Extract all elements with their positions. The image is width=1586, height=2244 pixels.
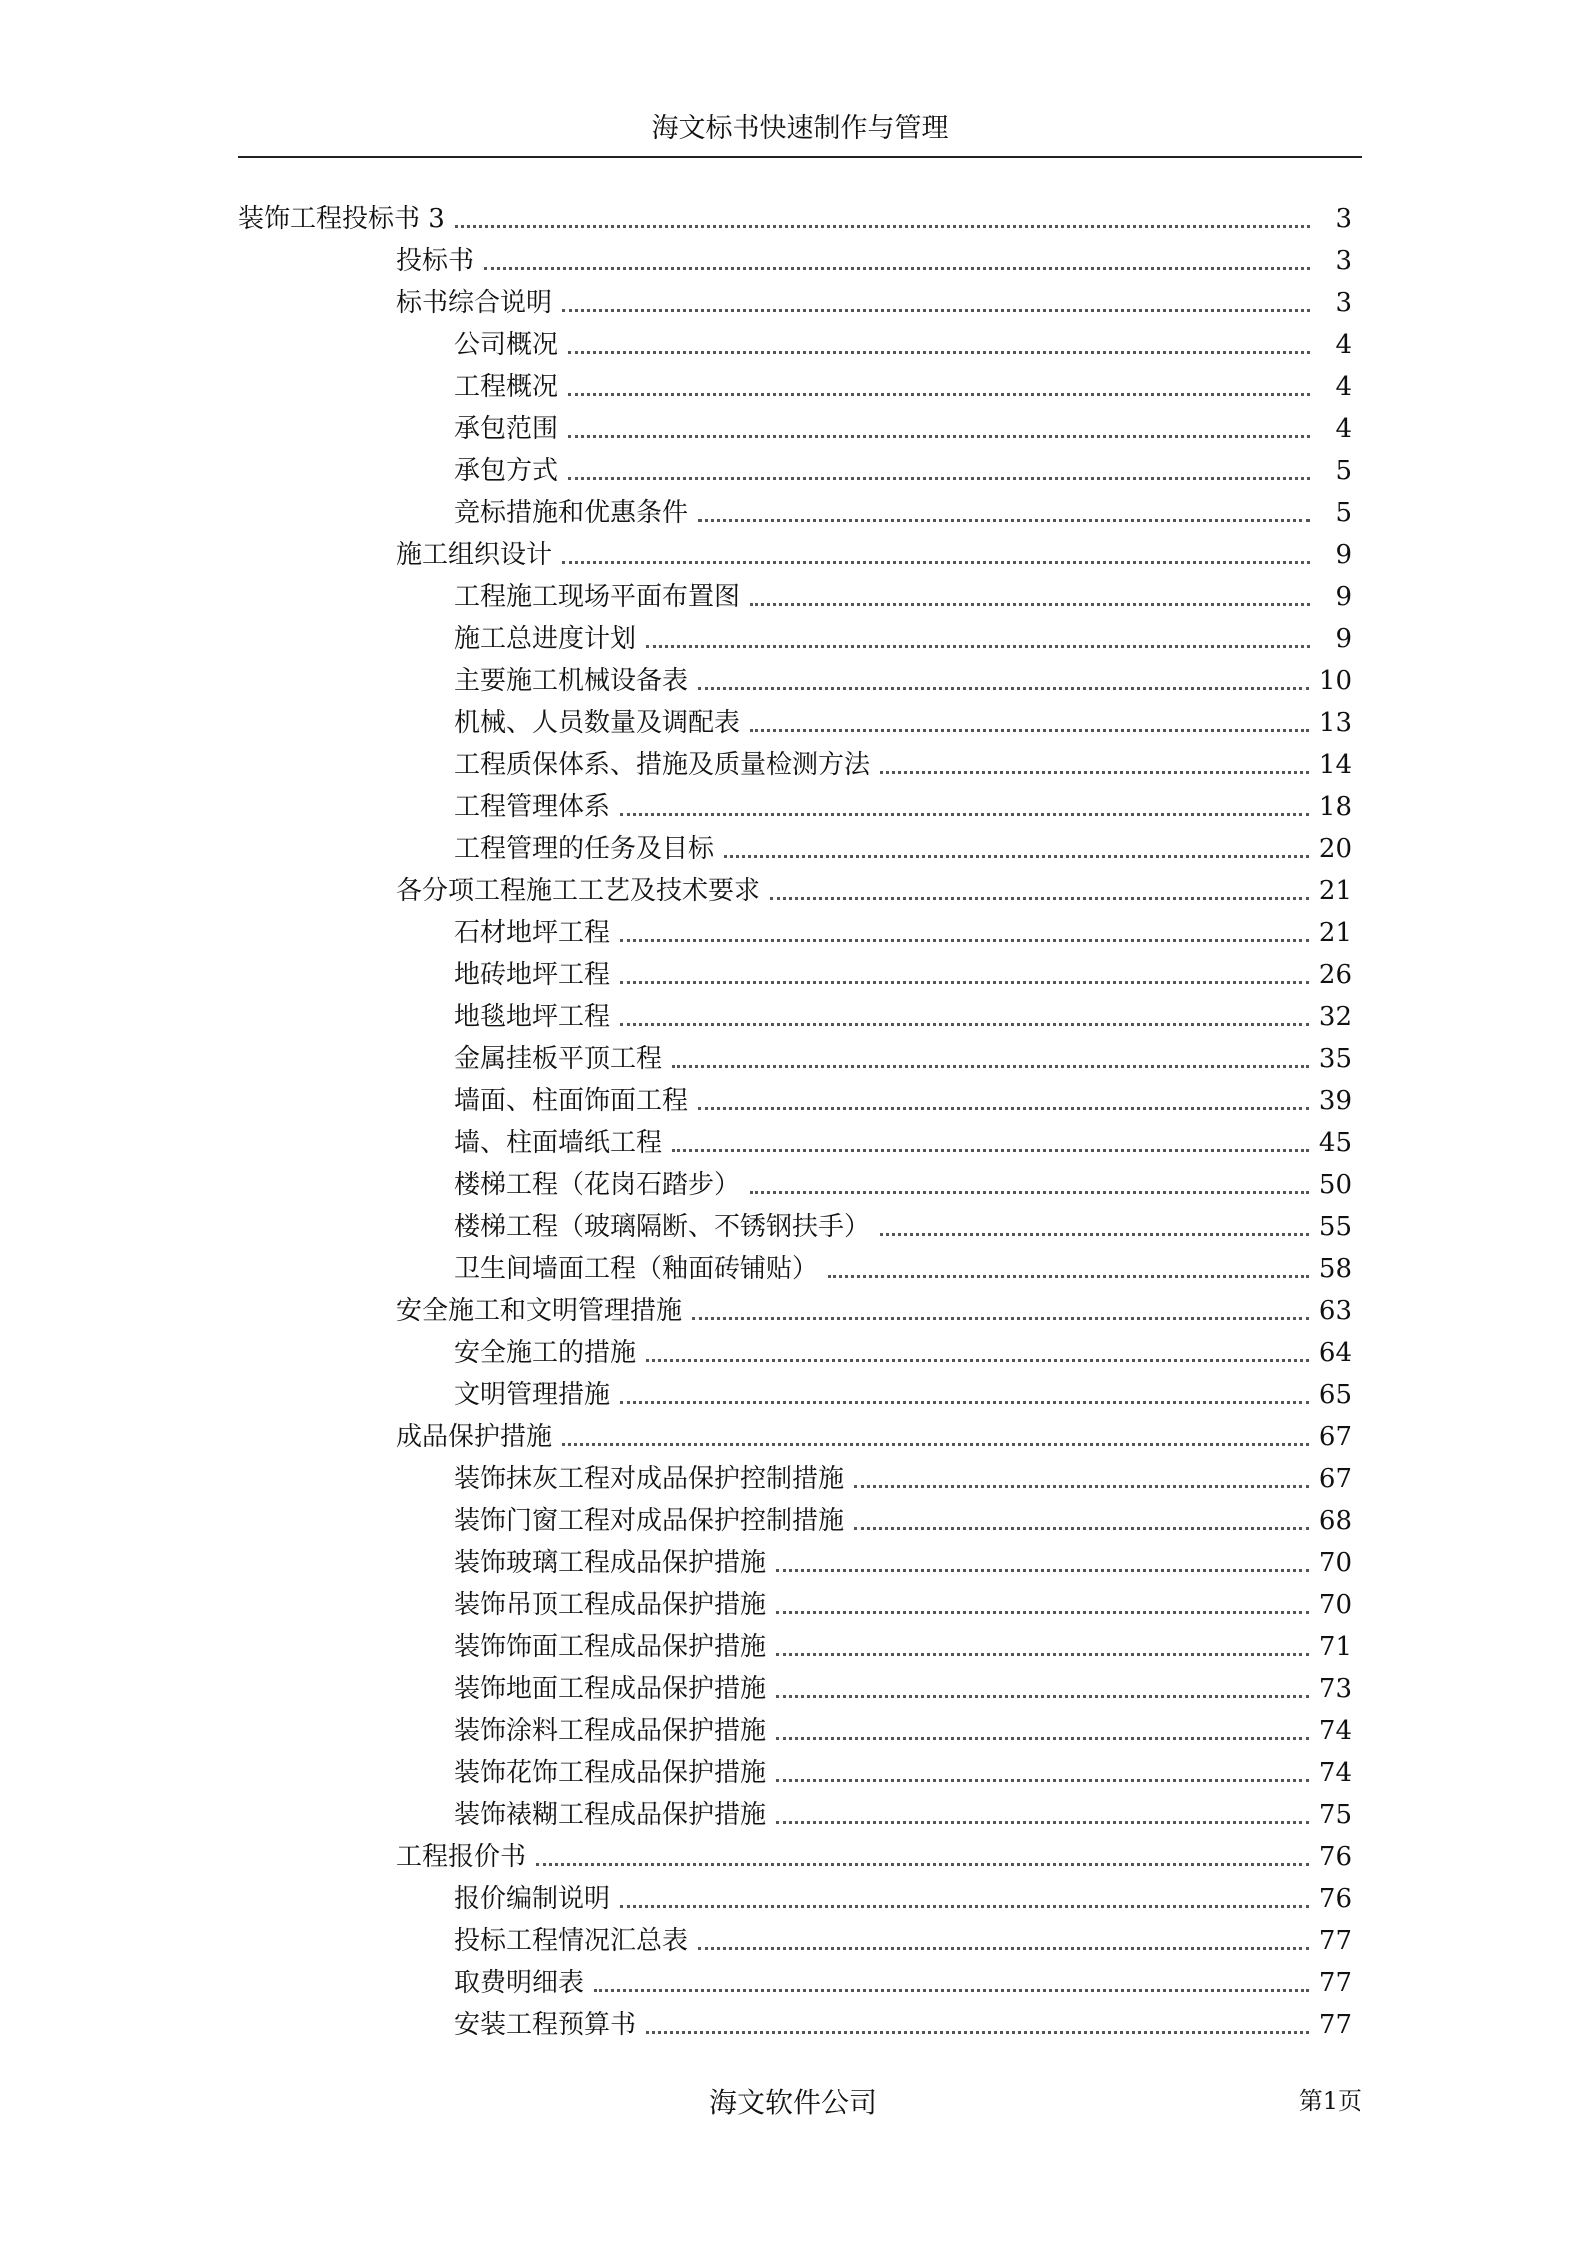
- toc-entry[interactable]: [396, 530, 1352, 572]
- toc-entry[interactable]: [396, 236, 1352, 278]
- toc-leader-dots: [854, 1485, 1309, 1488]
- toc-entry[interactable]: [454, 1454, 1352, 1496]
- toc-entry[interactable]: [454, 614, 1352, 656]
- toc-entry[interactable]: [454, 1580, 1352, 1622]
- toc-entry-page: 50: [1318, 1170, 1352, 1200]
- toc-entry-page: 74: [1318, 1758, 1352, 1788]
- toc-entry-label: 金属挂板平顶工程: [454, 1044, 663, 1074]
- toc-leader-dots: [620, 981, 1309, 984]
- toc-leader-dots: [568, 393, 1310, 396]
- toc-entry[interactable]: [454, 1748, 1352, 1790]
- toc-entry-label: 装饰涂料工程成品保护措施: [454, 1716, 767, 1746]
- toc-leader-dots: [880, 771, 1309, 774]
- toc-entry-page: 77: [1318, 2010, 1352, 2040]
- toc-leader-dots: [672, 1149, 1309, 1152]
- toc-entry-label: 地砖地坪工程: [454, 960, 611, 990]
- toc-entry-page: 74: [1318, 1716, 1352, 1746]
- toc-entry-label: 各分项工程施工工艺及技术要求: [396, 876, 761, 906]
- toc-entry[interactable]: [396, 1286, 1352, 1328]
- toc-entry-page: 21: [1318, 918, 1352, 948]
- toc-entry-page: 73: [1318, 1674, 1352, 1704]
- toc-entry-label: 文明管理措施: [454, 1380, 611, 1410]
- toc-entry-page: 3: [1335, 246, 1352, 276]
- toc-entry-label: 主要施工机械设备表: [454, 666, 689, 696]
- toc-entry-label: 卫生间墙面工程（釉面砖铺贴）: [454, 1254, 819, 1284]
- toc-entry-page: 20: [1318, 834, 1352, 864]
- toc-entry[interactable]: [454, 1664, 1352, 1706]
- toc-entry-page: 70: [1318, 1590, 1352, 1620]
- toc-leader-dots: [750, 603, 1310, 606]
- toc-entry[interactable]: [454, 1958, 1352, 2000]
- toc-entry-label: 机械、人员数量及调配表: [454, 708, 741, 738]
- toc-entry-label: 工程施工现场平面布置图: [454, 582, 741, 612]
- toc-entry-page: 77: [1318, 1926, 1352, 1956]
- toc-leader-dots: [672, 1065, 1309, 1068]
- footer-page-number: 第1页: [1298, 2087, 1362, 2115]
- toc-entry-label: 墙、柱面墙纸工程: [454, 1128, 663, 1158]
- toc-leader-dots: [776, 1611, 1309, 1614]
- toc-entry-label: 取费明细表: [454, 1968, 585, 1998]
- toc-leader-dots: [562, 309, 1310, 312]
- toc-entry-page: 13: [1318, 708, 1352, 738]
- toc-entry-label: 投标书: [396, 246, 475, 276]
- toc-entry-page: 5: [1335, 456, 1352, 486]
- toc-entry[interactable]: [454, 362, 1352, 404]
- toc-entry[interactable]: [454, 1706, 1352, 1748]
- toc-entry-page: 70: [1318, 1548, 1352, 1578]
- toc-leader-dots: [562, 561, 1310, 564]
- toc-entry[interactable]: [454, 1118, 1352, 1160]
- toc-entry[interactable]: [454, 2000, 1352, 2042]
- toc-entry-label: 装饰饰面工程成品保护措施: [454, 1632, 767, 1662]
- toc-entry-page: 4: [1335, 330, 1352, 360]
- toc-entry-label: 装饰花饰工程成品保护措施: [454, 1758, 767, 1788]
- toc-entry[interactable]: [454, 1076, 1352, 1118]
- toc-leader-dots: [692, 1317, 1309, 1320]
- footer-company: 海文软件公司: [708, 2086, 877, 2119]
- toc-entry[interactable]: [454, 404, 1352, 446]
- toc-leader-dots: [776, 1653, 1309, 1656]
- toc-entry-page: 68: [1318, 1506, 1352, 1536]
- toc-leader-dots: [750, 1191, 1309, 1194]
- toc-leader-dots: [770, 897, 1309, 900]
- toc-entry-page: 63: [1318, 1296, 1352, 1326]
- toc-leader-dots: [776, 1737, 1309, 1740]
- toc-leader-dots: [828, 1275, 1309, 1278]
- toc-entry-page: 26: [1318, 960, 1352, 990]
- toc-leader-dots: [880, 1233, 1309, 1236]
- toc-leader-dots: [620, 813, 1309, 816]
- toc-entry-label: 成品保护措施: [396, 1422, 553, 1452]
- toc-leader-dots: [536, 1863, 1309, 1866]
- toc-leader-dots: [698, 1947, 1309, 1950]
- toc-leader-dots: [750, 729, 1309, 732]
- toc-entry-page: 45: [1318, 1128, 1352, 1158]
- toc-entry-label: 安全施工和文明管理措施: [396, 1296, 683, 1326]
- toc-entry-label: 竞标措施和优惠条件: [454, 498, 689, 528]
- toc-leader-dots: [568, 435, 1310, 438]
- toc-entry-label: 工程管理的任务及目标: [454, 834, 715, 864]
- toc-entry-label: 工程概况: [454, 372, 559, 402]
- toc-entry-page: 9: [1335, 582, 1352, 612]
- page-header: [238, 100, 1362, 158]
- toc-entry-label: 地毯地坪工程: [454, 1002, 611, 1032]
- toc-entry[interactable]: [396, 866, 1352, 908]
- toc-entry-page: 14: [1318, 750, 1352, 780]
- toc-leader-dots: [620, 939, 1309, 942]
- toc-leader-dots: [594, 1989, 1309, 1992]
- toc-entry-page: 71: [1318, 1632, 1352, 1662]
- toc-entry[interactable]: [454, 824, 1352, 866]
- toc-entry-page: 3: [1335, 288, 1352, 318]
- toc-entry-page: 21: [1318, 876, 1352, 906]
- toc-entry-page: 67: [1318, 1464, 1352, 1494]
- toc-entry[interactable]: [454, 1790, 1352, 1832]
- toc-leader-dots: [484, 267, 1310, 270]
- toc-entry[interactable]: [454, 992, 1352, 1034]
- toc-leader-dots: [646, 2031, 1309, 2034]
- toc-entry-page: 35: [1318, 1044, 1352, 1074]
- toc-entry[interactable]: [454, 1916, 1352, 1958]
- toc-entry-page: 10: [1318, 666, 1352, 696]
- toc-entry-label: 装饰裱糊工程成品保护措施: [454, 1800, 767, 1830]
- toc-entry[interactable]: [454, 698, 1352, 740]
- toc-entry-page: 9: [1335, 540, 1352, 570]
- toc-entry[interactable]: [238, 194, 1352, 236]
- toc-entry-label: 报价编制说明: [454, 1884, 611, 1914]
- toc-entry-label: 装饰吊顶工程成品保护措施: [454, 1590, 767, 1620]
- toc-leader-dots: [724, 855, 1309, 858]
- toc-entry[interactable]: [454, 572, 1352, 614]
- toc-leader-dots: [776, 1695, 1309, 1698]
- toc-entry-page: 4: [1335, 372, 1352, 402]
- toc-leader-dots: [776, 1569, 1309, 1572]
- toc-entry[interactable]: [396, 1832, 1352, 1874]
- toc-entry-label: 墙面、柱面饰面工程: [454, 1086, 689, 1116]
- toc-entry-label: 楼梯工程（花岗石踏步）: [454, 1170, 741, 1200]
- toc-entry-label: 公司概况: [454, 330, 559, 360]
- toc-leader-dots: [776, 1821, 1309, 1824]
- toc-entry-page: 18: [1318, 792, 1352, 822]
- toc-entry-label: 装饰玻璃工程成品保护措施: [454, 1548, 767, 1578]
- toc-entry[interactable]: [454, 1244, 1352, 1286]
- toc-entry[interactable]: [454, 1874, 1352, 1916]
- toc-entry-page: 76: [1318, 1842, 1352, 1872]
- header-title: 海文标书快速制作与管理: [651, 113, 949, 144]
- toc-leader-dots: [568, 477, 1310, 480]
- toc-entry-label: 施工组织设计: [396, 540, 553, 570]
- toc-leader-dots: [698, 687, 1309, 690]
- toc-leader-dots: [620, 1401, 1309, 1404]
- toc-entry-page: 4: [1335, 414, 1352, 444]
- toc-entry-page: 32: [1318, 1002, 1352, 1032]
- toc-entry[interactable]: [454, 1202, 1352, 1244]
- toc-leader-dots: [562, 1443, 1309, 1446]
- toc-entry[interactable]: [454, 1496, 1352, 1538]
- toc-entry[interactable]: [454, 1328, 1352, 1370]
- toc-entry-page: 67: [1318, 1422, 1352, 1452]
- toc-entry[interactable]: [454, 950, 1352, 992]
- toc-entry[interactable]: [396, 1412, 1352, 1454]
- toc-entry-label: 标书综合说明: [396, 288, 553, 318]
- toc-leader-dots: [646, 645, 1310, 648]
- toc-entry[interactable]: [454, 1538, 1352, 1580]
- toc-entry[interactable]: [454, 488, 1352, 530]
- toc-entry-page: 75: [1318, 1800, 1352, 1830]
- toc-leader-dots: [455, 225, 1310, 228]
- toc-leader-dots: [620, 1905, 1309, 1908]
- toc-entry-label: 安装工程预算书: [454, 2010, 637, 2040]
- toc-entry-label: 工程管理体系: [454, 792, 611, 822]
- toc-entry[interactable]: [454, 320, 1352, 362]
- toc-entry-label: 工程质保体系、措施及质量检测方法: [454, 750, 871, 780]
- toc-entry[interactable]: [454, 782, 1352, 824]
- toc-entry-label: 安全施工的措施: [454, 1338, 637, 1368]
- toc-entry[interactable]: [454, 740, 1352, 782]
- toc-entry[interactable]: [454, 1160, 1352, 1202]
- toc-entry-page: 5: [1335, 498, 1352, 528]
- toc-entry-page: 3: [1335, 204, 1352, 234]
- toc-entry[interactable]: [454, 656, 1352, 698]
- toc-entry[interactable]: [396, 278, 1352, 320]
- toc-leader-dots: [568, 351, 1310, 354]
- toc-entry-label: 装饰门窗工程对成品保护控制措施: [454, 1506, 845, 1536]
- toc-entry-page: 39: [1318, 1086, 1352, 1116]
- toc-entry-label: 投标工程情况汇总表: [454, 1926, 689, 1956]
- toc-leader-dots: [646, 1359, 1309, 1362]
- toc-entry-label: 承包范围: [454, 414, 559, 444]
- toc-entry[interactable]: [454, 446, 1352, 488]
- toc-entry-label: 装饰工程投标书 3: [238, 204, 445, 234]
- toc-entry-page: 65: [1318, 1380, 1352, 1410]
- toc-entry-label: 装饰地面工程成品保护措施: [454, 1674, 767, 1704]
- toc-leader-dots: [698, 519, 1310, 522]
- toc-leader-dots: [776, 1779, 1309, 1782]
- toc-entry-label: 楼梯工程（玻璃隔断、不锈钢扶手）: [454, 1212, 871, 1242]
- toc-entry-label: 施工总进度计划: [454, 624, 637, 654]
- toc-entry-page: 58: [1318, 1254, 1352, 1284]
- toc-entry-label: 承包方式: [454, 456, 559, 486]
- toc-entry-page: 9: [1335, 624, 1352, 654]
- toc-leader-dots: [854, 1527, 1309, 1530]
- toc-entry[interactable]: [454, 908, 1352, 950]
- toc-entry-page: 76: [1318, 1884, 1352, 1914]
- toc-entry-page: 55: [1318, 1212, 1352, 1242]
- toc-entry[interactable]: [454, 1034, 1352, 1076]
- toc-entry-label: 装饰抹灰工程对成品保护控制措施: [454, 1464, 845, 1494]
- toc-entry-label: 石材地坪工程: [454, 918, 611, 948]
- toc-leader-dots: [698, 1107, 1309, 1110]
- toc-entry[interactable]: [454, 1370, 1352, 1412]
- toc-entry[interactable]: [454, 1622, 1352, 1664]
- toc-entry-label: 工程报价书: [396, 1842, 527, 1872]
- toc-entry-page: 77: [1318, 1968, 1352, 1998]
- toc-leader-dots: [620, 1023, 1309, 1026]
- toc-entry-page: 64: [1318, 1338, 1352, 1368]
